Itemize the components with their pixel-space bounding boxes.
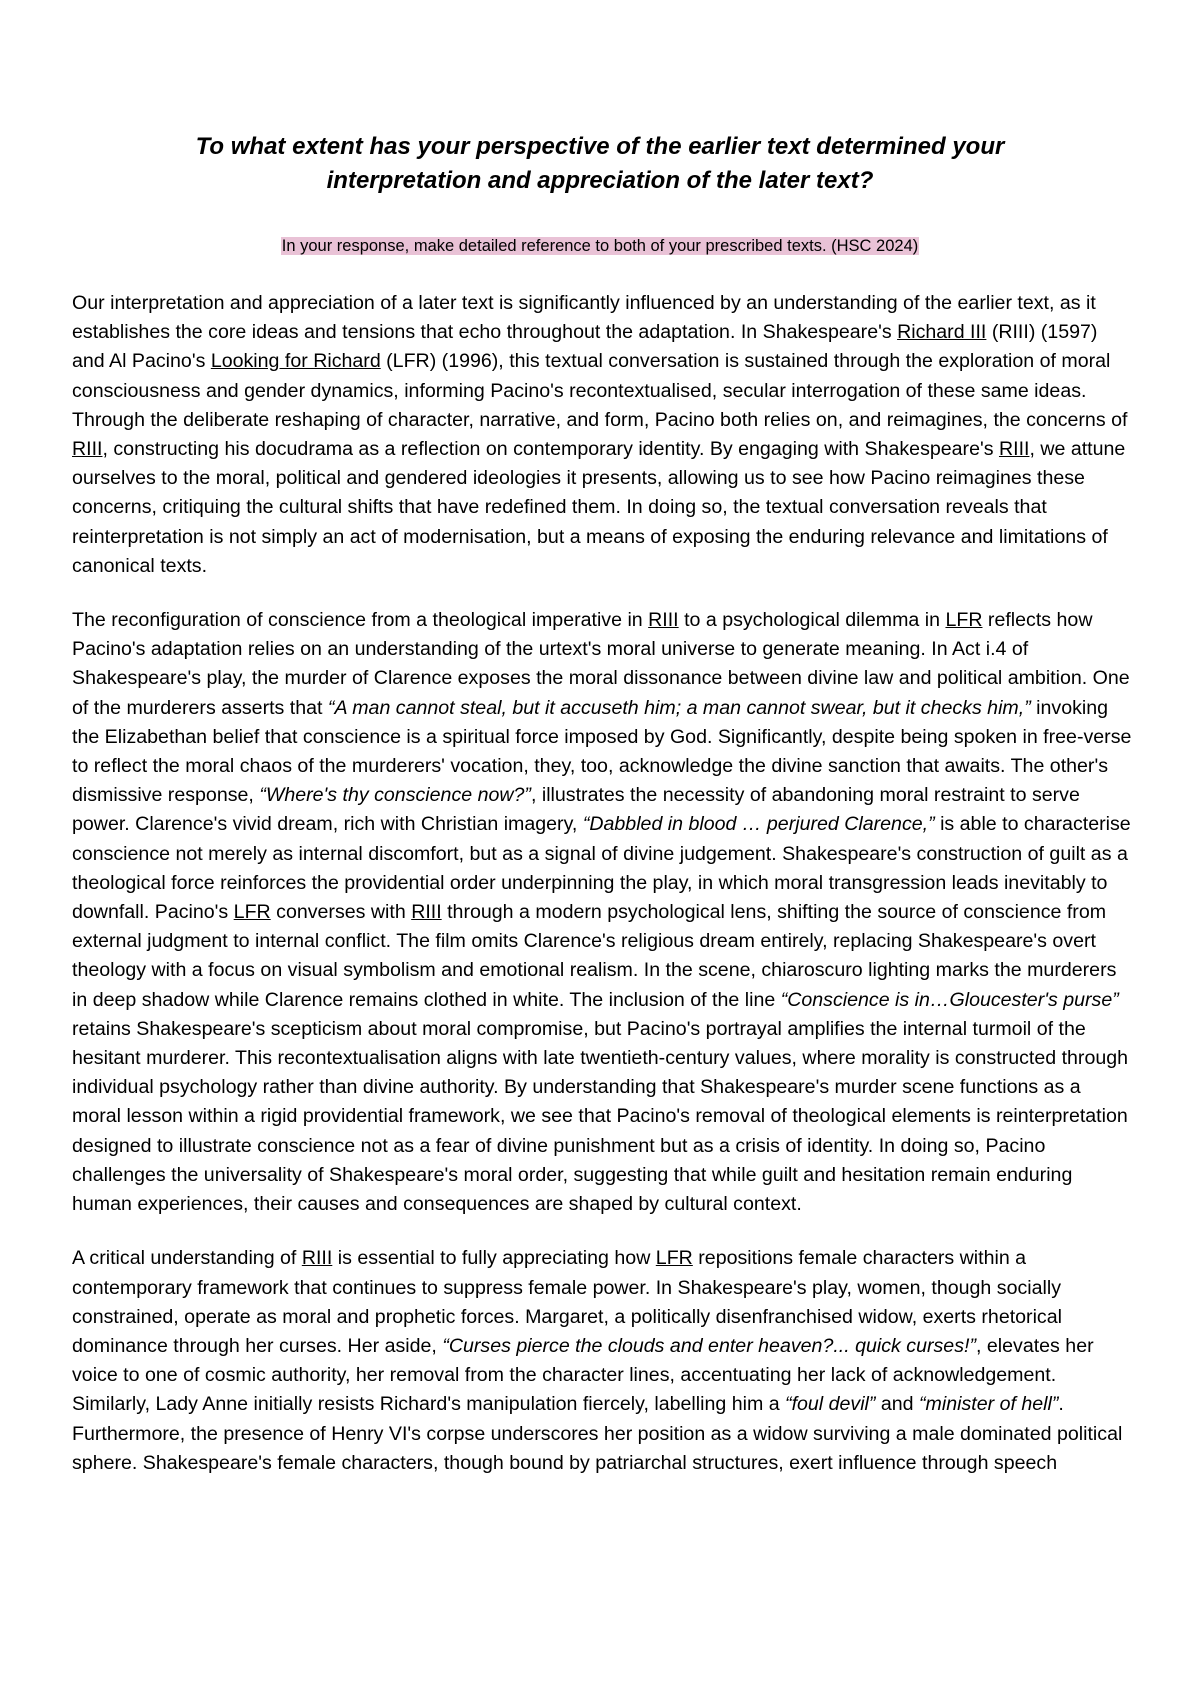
p1-text-4: (LFR) (1996), this textual conversation is sustained through the exploration of moral consciousness and gender dynamics, informing Pacino's recontextualised, secular interrogation of these same ideas. Through the deliberate reshaping of character, narrative, and form, Pacino both relies on, and reimagines, the concerns of (72, 350, 1128, 431)
p3-text-8: and (875, 1393, 920, 1416)
text-title-riii: RIII (301, 1247, 333, 1270)
quotation: “foul devil” (785, 1393, 876, 1416)
text-title-riii: RIII (72, 438, 103, 461)
p2-text-4: reflects how Pacino's adaptation relies on an understanding of the urtext's moral universe to generate meaning. In Act i.4 of Shakespeare's play, the murder of Clarence exposes the moral dissonance between divine law and political ambition. One of the murderers asserts that (72, 609, 1130, 719)
p3-text-6: , elevates her voice to one of cosmic authority, her removal from the character lines, accentuating her lack of acknowledgement. Similarly, Lady Anne initially resists Richard's manipulation fiercely, labelling him a (72, 1334, 1094, 1416)
essay-question-title (100, 130, 1100, 198)
introduction-paragraph (72, 289, 1134, 581)
quotation: “minister of hell” (919, 1393, 1059, 1416)
p2-text-10: is able to characterise conscience not merely as internal discomfort, but as a signal of divine judgement. Shakespeare's construction of guilt as a theological force reinforces the providential order underpinning the play, in which moral transgression leads inevitably to downfall. Pacino's (72, 813, 1131, 924)
text-title-riii: RIII (648, 609, 679, 632)
text-title-lfr: LFR (945, 609, 983, 632)
p1-text-2: (RIII) (1597) and Al Pacino's (72, 321, 1098, 373)
p3-text-0: A critical understanding of (72, 1247, 302, 1270)
quotation: “Dabbled in blood … perjured Clarence,” (582, 813, 935, 836)
p2-text-12: converses with (270, 901, 412, 924)
p2-text-14: through a modern psychological lens, shifting the source of conscience from external judgment to internal conflict. The film omits Clarence's religious dream entirely, replacing Shakespeare's overt theology with a focus on visual symbolism and emotional realism. In the scene, chiaroscuro lighting marks the murderers in deep shadow while Clarence remains clothed in white. The inclusion of the line (72, 901, 1117, 1011)
p1-text-6: , constructing his docudrama as a reflection on contemporary identity. By engaging with Shakespeare's (102, 438, 999, 461)
instruction-line (0, 235, 1200, 257)
text-title-lfr: LFR (233, 901, 271, 924)
quotation: “Conscience is in…Gloucester's purse” (780, 988, 1119, 1011)
title-line-1: To what extent has your perspective of the earlier text determined your (195, 133, 1005, 160)
p3-text-4: repositions female characters within a contemporary framework that continues to suppress female power. In Shakespeare's play, women, though socially constrained, operate as moral and prophetic forces. Margaret, a politically disenfranchised widow, exerts rhetorical dominance through her curses. Her aside, (72, 1247, 1062, 1357)
p1-text-0: Our interpretation and appreciation of a later text is significantly influenced by an understanding of the earlier text, as it establishes the core ideas and tensions that echo throughout the adaptation. In Shakespeare's (72, 292, 1096, 344)
title-line-2: interpretation and appreciation of the later text? (326, 167, 874, 194)
conscience-paragraph (72, 606, 1134, 1219)
essay-body (72, 289, 1134, 1503)
p2-text-0: The reconfiguration of conscience from a theological imperative in (72, 609, 649, 632)
quotation: “A man cannot steal, but it accuseth him; a man cannot swear, but it checks him,” (327, 696, 1031, 719)
highlighted-instruction: In your response, make detailed reference to both of your prescribed texts. (HSC 2024) (281, 237, 919, 255)
quotation: “Where's thy conscience now?” (259, 784, 531, 807)
text-title-richard-iii: Richard III (897, 321, 987, 344)
p3-text-10: . Furthermore, the presence of Henry VI's corpse underscores her position as a widow surviving a male dominated political sphere. Shakespeare's female characters, though bound by patriarchal structures, exert influence through speech (72, 1393, 1123, 1474)
p2-text-8: , illustrates the necessity of abandoning moral restraint to serve power. Clarence's vivid dream, rich with Christian imagery, (72, 784, 1080, 836)
text-title-riii: RIII (998, 438, 1030, 461)
text-title-looking-for-richard: Looking for Richard (210, 350, 381, 373)
p3-text-2: is essential to fully appreciating how (332, 1247, 656, 1270)
p1-text-8: , we attune ourselves to the moral, political and gendered ideologies it presents, allowing us to see how Pacino reimagines these concerns, critiquing the cultural shifts that have redefined them. In doing so, the textual conversation reveals that reinterpretation is not simply an act of modernisation, but a means of exposing the enduring relevance and limitations of canonical texts. (72, 438, 1126, 577)
p2-text-6: invoking the Elizabethan belief that conscience is a spiritual force imposed by God. Significantly, despite being spoken in free-verse to reflect the moral chaos of the murderers' vocation, they, too, acknowledge the divine sanction that awaits. The other's dismissive response, (72, 696, 1132, 807)
quotation: “Curses pierce the clouds and enter heaven?... quick curses!” (442, 1334, 976, 1357)
gender-paragraph (72, 1244, 1134, 1478)
p2-text-16: retains Shakespeare's scepticism about moral compromise, but Pacino's portrayal amplifies the internal turmoil of the hesitant murderer. This recontextualisation aligns with late twentieth-century values, where morality is constructed through individual psychology rather than divine authority. By understanding that Shakespeare's murder scene functions as a moral lesson within a rigid providential framework, we see that Pacino's removal of theological elements is reinterpretation designed to illustrate conscience not as a fear of divine punishment but as a crisis of identity. In doing so, Pacino challenges the universality of Shakespeare's moral order, suggesting that while guilt and hesitation remain enduring human experiences, their causes and consequences are shaped by cultural context. (72, 1017, 1129, 1216)
text-title-lfr: LFR (655, 1247, 693, 1270)
p2-text-2: to a psychological dilemma in (678, 609, 946, 632)
text-title-riii: RIII (411, 901, 442, 924)
